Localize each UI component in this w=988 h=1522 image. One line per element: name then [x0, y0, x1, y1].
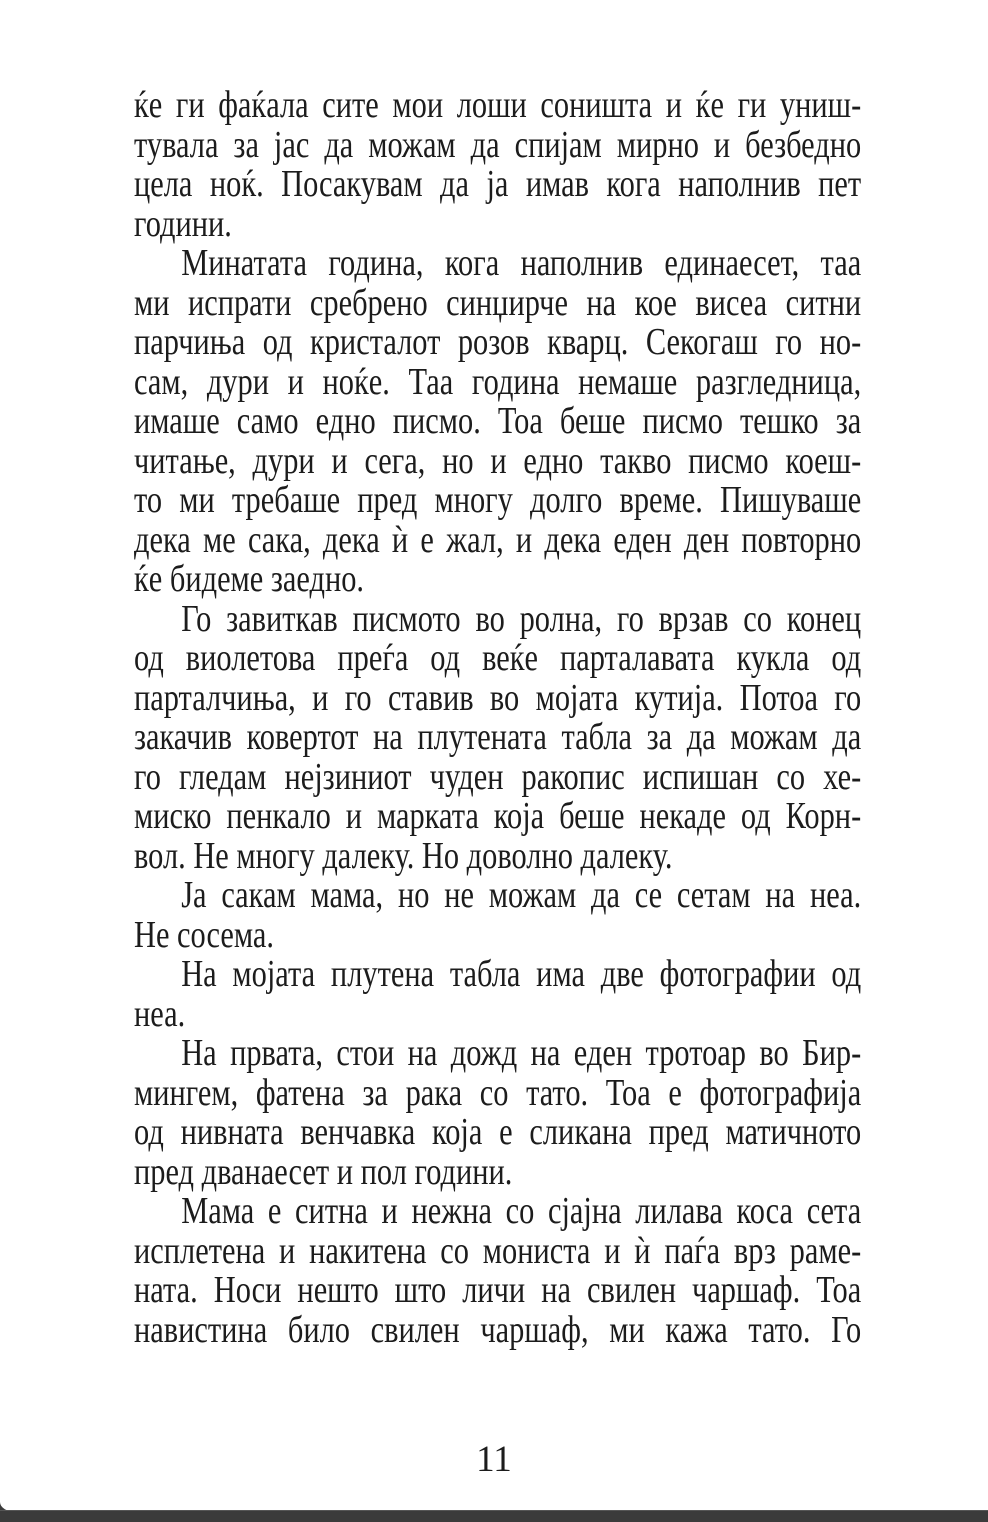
text-line-content: исплетена и накитена со мониста и ѝ паѓа врз раме- [134, 1229, 862, 1272]
text-line-content: неа. [134, 992, 186, 1035]
text-line-content: сам, дури и ноќе. Таа година немаше разгледница, [134, 360, 862, 403]
text-line-content: тувала за јас да можам да спијам мирно и безбедно [134, 123, 862, 166]
text-line [134, 439, 862, 482]
text-line [134, 797, 861, 837]
text-line [134, 1229, 862, 1272]
text-line [134, 755, 862, 798]
text-line [134, 955, 861, 995]
text-line [134, 323, 861, 363]
text-line-content: ната. Носи нешто што личи на свилен чаршаф. Тоа [134, 1269, 862, 1311]
text-line [134, 1271, 861, 1311]
text-line-content: парталчиња, и го ставив во мојата кутија. Потоа го [134, 676, 862, 719]
text-line-content: години. [134, 202, 232, 245]
text-line [134, 639, 861, 679]
text-line [134, 718, 861, 758]
text-line [134, 360, 862, 403]
text-line [134, 481, 861, 521]
text-line-content: вол. Не многу далеку. Но доволно далеку. [134, 834, 673, 877]
text-line-content: закачив ковертот на плутената табла за да можам да [134, 716, 862, 758]
text-line [134, 992, 861, 1035]
text-line-content: мингем, фатена за рака со тато. Тоа е фотографија [134, 1071, 862, 1114]
text-line-content: имаше само едно писмо. Тоа беше писмо тешко за [134, 400, 862, 442]
text-line-content: На првата, стои на дожд на еден тротоар во Бир- [181, 1032, 862, 1074]
text-line [134, 1150, 861, 1193]
text-line-content: Минатата година, кога наполнив единаесет, таа [181, 242, 862, 284]
text-line-content: читање, дури и сега, но и едно такво писмо коеш- [134, 439, 862, 482]
text-line [134, 244, 861, 284]
text-line-content: го гледам нејзиниот чуден ракопис испишан со хе- [134, 755, 862, 798]
text-line-content: ќе бидеме заедно. [134, 558, 365, 600]
text-line [134, 560, 861, 600]
bottom-bar [0, 1510, 988, 1522]
text-line-content: ми испрати сребрено синџирче на кое висеа ситни [134, 281, 862, 324]
text-line [134, 402, 861, 442]
text-line-content: На мојата плутена табла има две фотографии од [181, 953, 862, 995]
text-line [134, 202, 861, 245]
text-line-content: пред дванаесет и пол години. [134, 1150, 513, 1193]
text-line-content: парчиња од кристалот розов кварц. Секогаш го но- [134, 321, 862, 363]
text-line [134, 1192, 861, 1232]
text-line-content: Го завиткав писмото во ролна, го врзав со конец [181, 597, 862, 640]
text-line-content: Ја сакам мама, но не можам да се сетам на неа. [181, 874, 862, 916]
text-line [134, 876, 861, 916]
text-line-content: то ми требаше пред многу долго време. Пишуваше [134, 479, 862, 521]
text-line [134, 86, 861, 126]
text-line [134, 281, 862, 324]
text-line [134, 1113, 861, 1153]
page-number: 11 [476, 1439, 512, 1480]
text-line-content: дека ме сака, дека ѝ е жал, и дека еден ден повторно [134, 518, 862, 561]
text-line [134, 834, 861, 877]
text-line [134, 123, 862, 166]
text-line [134, 676, 862, 719]
text-line-content: од нивната венчавка која е сликана пред матичното [134, 1111, 862, 1153]
text-line-content: цела ноќ. Посакувам да ја имав кога наполнив пет [134, 163, 862, 205]
text-line [134, 165, 861, 205]
text-line [134, 1308, 862, 1351]
text-line [134, 913, 861, 956]
text-line-content: од виолетова преѓа од веќе парталавата кукла од [134, 637, 862, 679]
text-line-content: Мама е ситна и нежна со сјајна лилава коса сета [181, 1190, 862, 1232]
text-line-content: Не сосема. [134, 913, 274, 956]
text-line [134, 597, 862, 640]
text-line-content: навистина било свилен чаршаф, ми кажа тато. Го [134, 1308, 862, 1351]
text-line [134, 518, 862, 561]
text-block [134, 86, 861, 1350]
text-line-content: ќе ги фаќала сите мои лоши соништа и ќе ги униш- [134, 84, 862, 126]
text-line [134, 1034, 861, 1074]
text-line-content: миско пенкало и марката која беше некаде од Корн- [134, 795, 862, 837]
text-line [134, 1071, 862, 1114]
